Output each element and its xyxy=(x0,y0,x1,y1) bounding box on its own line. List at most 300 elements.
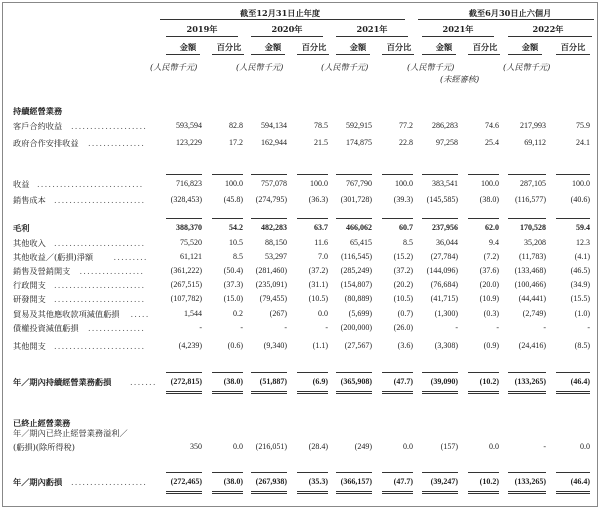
table-cell: 12.3 xyxy=(576,238,590,247)
total-rule xyxy=(297,393,328,394)
table-cell: (45.8) xyxy=(223,195,243,204)
table-cell: (216,051) xyxy=(255,442,287,451)
table-cell: 74.6 xyxy=(485,121,499,130)
table-cell: (34.9) xyxy=(570,280,590,289)
table-cell: 0.0 xyxy=(489,442,499,451)
table-cell: 54.2 xyxy=(229,223,243,232)
table-cell: (4,239) xyxy=(178,341,202,350)
leader-dots: ............... xyxy=(88,323,146,333)
row-label: 年／期內虧損 xyxy=(13,477,63,487)
leader-dots: ..... xyxy=(130,309,150,319)
table-cell: (281,460) xyxy=(255,266,287,275)
table-cell: (40.6) xyxy=(570,195,590,204)
table-cell: 97,258 xyxy=(436,138,458,147)
table-cell: (10.5) xyxy=(393,294,413,303)
table-cell: (328,453) xyxy=(170,195,202,204)
table-cell: (3,308) xyxy=(434,341,458,350)
table-cell: (200,000) xyxy=(340,323,372,332)
table-cell: 237,956 xyxy=(432,223,458,232)
period-header-half-year: 截至6月30日止六個月 xyxy=(468,8,552,18)
total-rule xyxy=(556,391,590,392)
table-cell: (37.3) xyxy=(223,280,243,289)
table-cell: 10.5 xyxy=(229,238,243,247)
col-header-amount: 金額 xyxy=(521,42,539,52)
table-cell: (249) xyxy=(354,442,372,451)
table-cell: 0.0 xyxy=(403,442,413,451)
leader-dots: .................... xyxy=(71,121,148,131)
table-cell: (100,466) xyxy=(514,280,546,289)
table-cell: 78.5 xyxy=(314,121,328,130)
subtotal-rule xyxy=(336,472,372,473)
table-cell: (24,416) xyxy=(518,341,546,350)
table-cell: 22.8 xyxy=(399,138,413,147)
row-label: (虧損)(除所得稅) xyxy=(13,442,75,452)
table-cell: (46.4) xyxy=(570,477,590,486)
table-cell: (0.6) xyxy=(227,341,243,350)
table-cell: (20.0) xyxy=(479,280,499,289)
table-cell: 592,915 xyxy=(346,121,372,130)
table-cell: - xyxy=(325,323,328,332)
table-cell: 0.0 xyxy=(580,442,590,451)
col-header-percent: 百分比 xyxy=(301,42,327,52)
subtotal-rule xyxy=(251,218,287,219)
table-cell: (144,096) xyxy=(426,266,458,275)
total-rule xyxy=(508,391,546,392)
amount-rule xyxy=(508,54,542,55)
total-rule xyxy=(166,393,202,394)
table-cell: 100.0 xyxy=(310,179,328,188)
leader-dots: ........................ xyxy=(54,294,146,304)
table-cell: 53,297 xyxy=(265,252,287,261)
table-cell: (366,157) xyxy=(340,477,372,486)
table-cell: (38.0) xyxy=(223,377,243,386)
table-cell: (10.5) xyxy=(308,294,328,303)
table-cell: (157) xyxy=(440,442,458,451)
col-header-percent: 百分比 xyxy=(472,42,498,52)
subtotal-rule xyxy=(382,218,413,219)
total-rule xyxy=(508,493,546,494)
total-rule xyxy=(508,393,546,394)
table-cell: (116,545) xyxy=(340,252,372,261)
table-cell: (50.4) xyxy=(223,266,243,275)
row-label: 債權投資減值虧損 xyxy=(13,323,79,333)
table-cell: (79,455) xyxy=(259,294,287,303)
table-cell: (51,887) xyxy=(259,377,287,386)
table-cell: (133,265) xyxy=(514,477,546,486)
total-rule xyxy=(166,491,202,492)
row-label: 其他開支 xyxy=(13,341,46,351)
table-cell: 24.1 xyxy=(576,138,590,147)
table-cell: (38.0) xyxy=(479,195,499,204)
total-rule xyxy=(251,391,287,392)
table-cell: (4.1) xyxy=(574,252,590,261)
total-rule xyxy=(468,491,499,492)
table-cell: (365,908) xyxy=(340,377,372,386)
subtotal-rule xyxy=(468,174,499,175)
table-cell: 17.2 xyxy=(229,138,243,147)
row-label: 研發開支 xyxy=(13,294,46,304)
table-cell: 69,112 xyxy=(524,138,546,147)
table-cell: (47.7) xyxy=(393,377,413,386)
total-rule xyxy=(508,491,546,492)
section-heading-discontinued: 已終止經營業務 xyxy=(13,418,71,428)
col-header-amount: 金額 xyxy=(179,42,197,52)
subtotal-rule xyxy=(251,472,287,473)
total-rule xyxy=(336,493,372,494)
col-header-percent: 百分比 xyxy=(216,42,242,52)
total-rule xyxy=(212,491,243,492)
subtotal-rule xyxy=(212,372,243,373)
table-cell: (133,265) xyxy=(514,377,546,386)
table-cell: (1,300) xyxy=(434,309,458,318)
unit-label: (人民幣千元) xyxy=(407,62,455,72)
subtotal-rule xyxy=(382,472,413,473)
table-cell: 65,415 xyxy=(350,238,372,247)
amount-rule xyxy=(336,54,370,55)
year-rule xyxy=(422,36,494,37)
row-label: 銷售及營銷開支 xyxy=(13,266,71,276)
table-cell: - xyxy=(199,323,202,332)
subtotal-rule xyxy=(251,372,287,373)
subtotal-rule xyxy=(508,174,546,175)
table-cell: 11.6 xyxy=(314,238,328,247)
percent-rule xyxy=(556,54,590,55)
table-cell: (27,784) xyxy=(430,252,458,261)
table-cell: 8.5 xyxy=(403,238,413,247)
percent-rule xyxy=(468,54,500,55)
total-rule xyxy=(297,491,328,492)
table-cell: (35.3) xyxy=(308,477,328,486)
table-cell: 100.0 xyxy=(481,179,499,188)
table-cell: (27,567) xyxy=(344,341,372,350)
total-rule xyxy=(212,391,243,392)
subtotal-rule xyxy=(251,174,287,175)
table-cell: 123,229 xyxy=(176,138,202,147)
subtotal-rule xyxy=(468,372,499,373)
table-cell: (133,468) xyxy=(514,266,546,275)
amount-rule xyxy=(166,54,200,55)
total-rule xyxy=(468,391,499,392)
leader-dots: ........................ xyxy=(54,341,146,351)
amount-rule xyxy=(422,54,456,55)
table-cell: - xyxy=(496,323,499,332)
subtotal-rule xyxy=(382,372,413,373)
total-rule xyxy=(422,493,458,494)
year-header-2021: 2021年 xyxy=(356,24,388,34)
table-cell: 594,134 xyxy=(261,121,287,130)
total-rule xyxy=(382,491,413,492)
total-rule xyxy=(382,493,413,494)
subtotal-rule xyxy=(212,472,243,473)
table-cell: 0.0 xyxy=(233,442,243,451)
leader-dots: ........................ xyxy=(54,280,146,290)
table-cell: (15.5) xyxy=(570,294,590,303)
table-cell: 287,105 xyxy=(520,179,546,188)
table-cell: (272,465) xyxy=(170,477,202,486)
table-cell: (15.2) xyxy=(393,252,413,261)
total-rule xyxy=(166,391,202,392)
leader-dots: ........................ xyxy=(54,238,146,248)
table-cell: 593,594 xyxy=(176,121,202,130)
table-cell: - xyxy=(587,323,590,332)
table-cell: (46.5) xyxy=(570,266,590,275)
total-rule xyxy=(382,391,413,392)
year-rule xyxy=(166,36,238,37)
table-cell: 8.5 xyxy=(233,252,243,261)
year-rule xyxy=(508,36,592,37)
total-rule xyxy=(297,493,328,494)
table-cell: (47.7) xyxy=(393,477,413,486)
total-rule xyxy=(212,393,243,394)
subtotal-rule xyxy=(422,218,458,219)
row-label: 年／期內已終止經營業務溢利／ xyxy=(13,428,128,438)
leader-dots: .................... xyxy=(71,477,148,487)
table-cell: 9.4 xyxy=(489,238,499,247)
row-label: 年／期內持續經營業務虧損 xyxy=(13,377,112,387)
table-cell: (285,249) xyxy=(340,266,372,275)
table-cell: 77.2 xyxy=(399,121,413,130)
subtotal-rule xyxy=(297,174,328,175)
leader-dots: ....... xyxy=(130,377,157,387)
table-cell: 100.0 xyxy=(395,179,413,188)
table-cell: (37.2) xyxy=(393,266,413,275)
table-cell: (39.3) xyxy=(393,195,413,204)
subtotal-rule xyxy=(297,372,328,373)
table-cell: (301,728) xyxy=(340,195,372,204)
table-cell: - xyxy=(455,323,458,332)
subtotal-rule xyxy=(468,472,499,473)
table-cell: (0.7) xyxy=(397,309,413,318)
year-header-2019: 2019年 xyxy=(186,24,218,34)
row-label: 銷售成本 xyxy=(13,195,46,205)
table-cell: 716,823 xyxy=(176,179,202,188)
table-cell: (116,577) xyxy=(514,195,546,204)
table-cell: 63.7 xyxy=(314,223,328,232)
table-cell: 286,283 xyxy=(432,121,458,130)
subtotal-rule xyxy=(166,174,202,175)
unit-label: (人民幣千元) xyxy=(503,62,551,72)
table-cell: (267,938) xyxy=(255,477,287,486)
table-cell: (10.9) xyxy=(479,294,499,303)
table-cell: (44,441) xyxy=(518,294,546,303)
table-cell: (37.2) xyxy=(308,266,328,275)
subtotal-rule xyxy=(508,218,546,219)
table-cell: 388,370 xyxy=(176,223,202,232)
col-header-amount: 金額 xyxy=(435,42,453,52)
subtotal-rule xyxy=(468,218,499,219)
table-cell: 1,544 xyxy=(184,309,202,318)
row-label: 行政開支 xyxy=(13,280,46,290)
table-cell: 61,121 xyxy=(180,252,202,261)
table-cell: 82.8 xyxy=(229,121,243,130)
total-rule xyxy=(422,391,458,392)
table-cell: 383,541 xyxy=(432,179,458,188)
subtotal-rule xyxy=(297,472,328,473)
table-cell: (8.5) xyxy=(574,341,590,350)
table-cell: 0.0 xyxy=(318,309,328,318)
percent-rule xyxy=(212,54,244,55)
table-cell: (11,783) xyxy=(518,252,546,261)
table-cell: (9,340) xyxy=(263,341,287,350)
subtotal-rule xyxy=(336,372,372,373)
table-cell: (80,889) xyxy=(344,294,372,303)
table-cell: (235,091) xyxy=(255,280,287,289)
table-cell: 466,062 xyxy=(346,223,372,232)
total-rule xyxy=(251,393,287,394)
row-label: 其他收益／(虧損)淨額 xyxy=(13,252,94,262)
table-cell: (154,807) xyxy=(340,280,372,289)
total-rule xyxy=(382,393,413,394)
unit-label: (人民幣千元) xyxy=(236,62,284,72)
percent-rule xyxy=(382,54,414,55)
subtotal-rule xyxy=(422,174,458,175)
total-rule xyxy=(556,493,590,494)
table-cell: 25.4 xyxy=(485,138,499,147)
subtotal-rule xyxy=(556,218,590,219)
table-cell: (41,715) xyxy=(430,294,458,303)
table-cell: 217,993 xyxy=(520,121,546,130)
table-cell: 767,790 xyxy=(346,179,372,188)
table-cell: (6.9) xyxy=(312,377,328,386)
col-header-amount: 金額 xyxy=(349,42,367,52)
period-header-full-year: 截至12月31日止年度 xyxy=(239,8,321,18)
table-cell: (361,222) xyxy=(170,266,202,275)
table-cell: (274,795) xyxy=(255,195,287,204)
table-cell: (37.6) xyxy=(479,266,499,275)
table-cell: 0.2 xyxy=(233,309,243,318)
subtotal-rule xyxy=(422,472,458,473)
total-rule xyxy=(422,393,458,394)
unaudited-label: (未經審核) xyxy=(440,74,480,84)
table-cell: 75,520 xyxy=(180,238,202,247)
table-cell: (20.2) xyxy=(393,280,413,289)
total-rule xyxy=(166,493,202,494)
percent-rule xyxy=(297,54,329,55)
subtotal-rule xyxy=(336,218,372,219)
subtotal-rule xyxy=(166,218,202,219)
table-cell: 62.0 xyxy=(485,223,499,232)
table-cell: - xyxy=(284,323,287,332)
total-rule xyxy=(336,491,372,492)
table-cell: 35,208 xyxy=(524,238,546,247)
total-rule xyxy=(468,393,499,394)
table-cell: (3.6) xyxy=(397,341,413,350)
table-cell: (7.2) xyxy=(483,252,499,261)
table-cell: (0.9) xyxy=(483,341,499,350)
table-cell: (0.3) xyxy=(483,309,499,318)
total-rule xyxy=(212,493,243,494)
table-cell: 482,283 xyxy=(261,223,287,232)
unit-label: (人民幣千元) xyxy=(150,62,198,72)
col-header-percent: 百分比 xyxy=(560,42,586,52)
subtotal-rule xyxy=(382,174,413,175)
subtotal-rule xyxy=(212,218,243,219)
table-cell: (107,782) xyxy=(170,294,202,303)
table-cell: (46.4) xyxy=(570,377,590,386)
table-cell: 7.0 xyxy=(318,252,328,261)
table-cell: (36.3) xyxy=(308,195,328,204)
total-rule xyxy=(468,493,499,494)
table-cell: 757,078 xyxy=(261,179,287,188)
table-cell: (267) xyxy=(269,309,287,318)
row-label: 其他收入 xyxy=(13,238,46,248)
table-cell: (39,247) xyxy=(430,477,458,486)
amount-rule xyxy=(251,54,285,55)
year-header-2022-half: 2022年 xyxy=(532,24,564,34)
table-cell: (2,749) xyxy=(522,309,546,318)
row-label: 客戶合約收益 xyxy=(13,121,63,131)
table-cell: (39,090) xyxy=(430,377,458,386)
table-cell: 100.0 xyxy=(572,179,590,188)
subtotal-rule xyxy=(297,218,328,219)
total-rule xyxy=(336,391,372,392)
table-cell: 88,150 xyxy=(265,238,287,247)
table-cell: 36,044 xyxy=(436,238,458,247)
total-rule xyxy=(556,491,590,492)
total-rule xyxy=(251,491,287,492)
table-cell: (1.1) xyxy=(312,341,328,350)
total-rule xyxy=(422,491,458,492)
subtotal-rule xyxy=(336,174,372,175)
table-cell: 75.9 xyxy=(576,121,590,130)
row-label: 貿易及其他應收款項減值虧損 xyxy=(13,309,120,319)
table-cell: - xyxy=(543,323,546,332)
subtotal-rule xyxy=(556,174,590,175)
leader-dots: ............... xyxy=(88,138,146,148)
table-cell: 60.7 xyxy=(399,223,413,232)
table-cell: (15.0) xyxy=(223,294,243,303)
table-cell: (38.0) xyxy=(223,477,243,486)
table-cell: (28.4) xyxy=(308,442,328,451)
col-header-amount: 金額 xyxy=(264,42,282,52)
table-cell: 170,528 xyxy=(520,223,546,232)
leader-dots: ................. xyxy=(79,266,145,276)
table-cell: (5,699) xyxy=(348,309,372,318)
table-cell: (10.2) xyxy=(479,477,499,486)
table-cell: (31.1) xyxy=(308,280,328,289)
subtotal-rule xyxy=(508,472,546,473)
table-cell: (76,684) xyxy=(430,280,458,289)
year-rule xyxy=(251,36,323,37)
period-rule-half xyxy=(418,19,594,20)
year-rule xyxy=(336,36,408,37)
table-cell: (145,585) xyxy=(426,195,458,204)
row-label: 收益 xyxy=(13,179,30,189)
total-rule xyxy=(336,393,372,394)
subtotal-rule xyxy=(166,372,202,373)
subtotal-rule xyxy=(166,472,202,473)
table-cell: (1.0) xyxy=(574,309,590,318)
table-cell: (26.0) xyxy=(393,323,413,332)
table-cell: 21.5 xyxy=(314,138,328,147)
table-cell: - xyxy=(543,442,546,451)
table-cell: 59.4 xyxy=(576,223,590,232)
leader-dots: ......... xyxy=(113,252,148,262)
subtotal-rule xyxy=(422,372,458,373)
leader-dots: ............................ xyxy=(37,179,144,189)
total-rule xyxy=(556,393,590,394)
table-cell: 162,944 xyxy=(261,138,287,147)
table-cell: 100.0 xyxy=(225,179,243,188)
section-heading-continuing: 持續經營業務 xyxy=(13,106,63,116)
table-cell: - xyxy=(240,323,243,332)
row-label: 政府合作安排收益 xyxy=(13,138,79,148)
total-rule xyxy=(297,391,328,392)
year-header-2021-half: 2021年 xyxy=(442,24,474,34)
table-cell: 174,875 xyxy=(346,138,372,147)
table-cell: 350 xyxy=(190,442,202,451)
table-cell: (267,515) xyxy=(170,280,202,289)
